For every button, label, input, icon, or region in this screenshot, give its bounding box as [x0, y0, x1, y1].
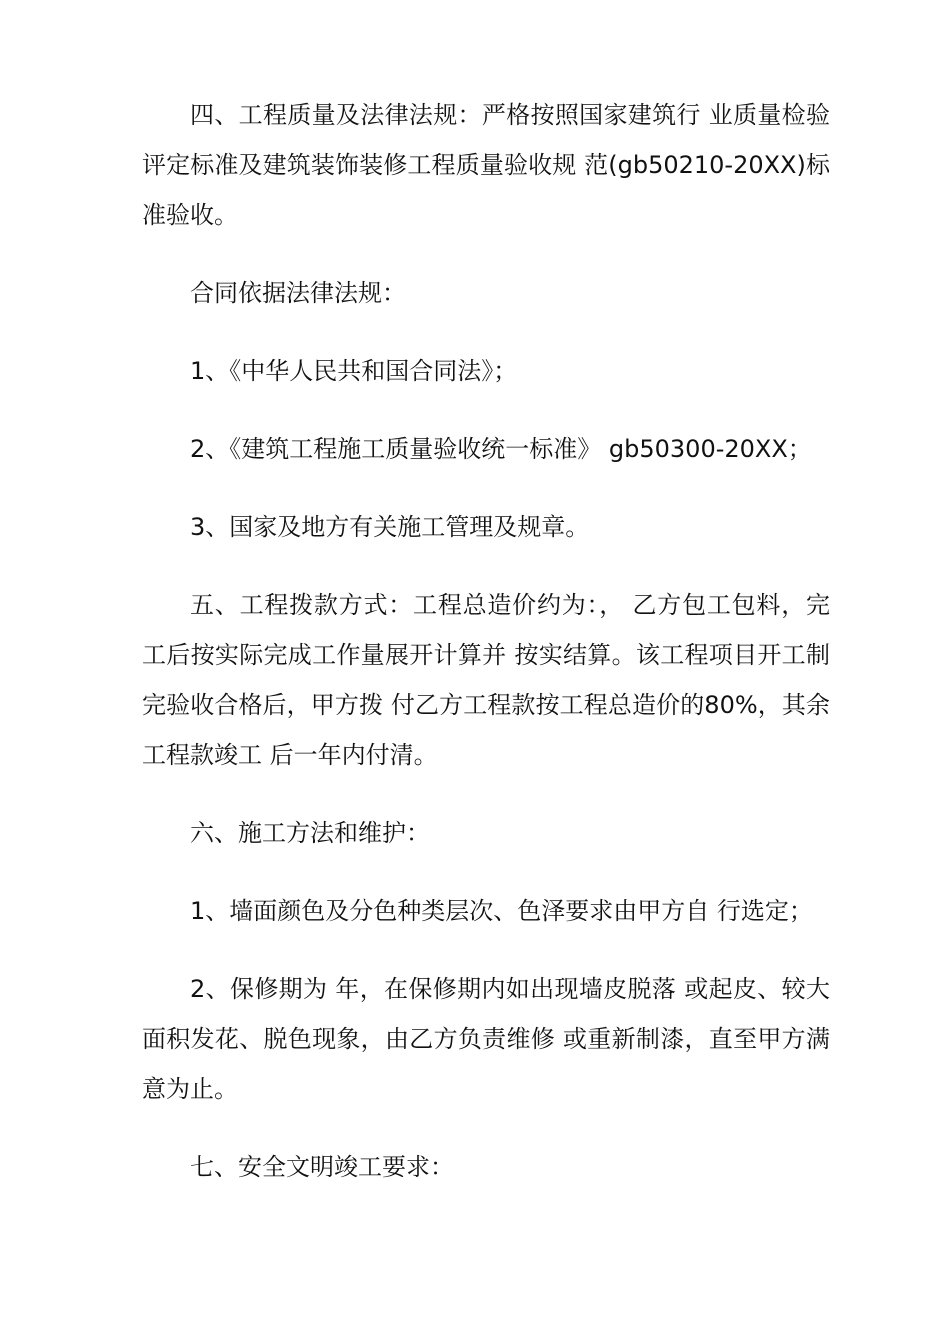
legal-basis-item-1: 1、《中华人民共和国合同法》；	[190, 357, 518, 385]
maintenance-item-1: 1、墙面颜色及分色种类层次、色泽要求由甲方自 行选定；	[190, 897, 813, 925]
section-quality-standards: 四、工程质量及法律法规：严格按照国家建筑行 业质量检验评定标准及建筑装饰装修工程质量验收规 范(gb50210-20XX)标准验收。	[142, 101, 830, 229]
maintenance-item-2: 2、保修期为 年，在保修期内如出现墙皮脱落 或起皮、较大面积发花、脱色现象，由乙方负责维修 或重新制漆，直至甲方满意为止。	[142, 975, 830, 1103]
legal-basis-heading: 合同依据法律法规：	[190, 279, 406, 307]
section-safety-heading: 七、安全文明竣工要求：	[190, 1153, 454, 1181]
legal-basis-item-2: 2、《建筑工程施工质量验收统一标准》 gb50300-20XX；	[190, 435, 812, 463]
section-payment-terms: 五、工程拨款方式：工程总造价约为：， 乙方包工包料，完工后按实际完成工作量展开计算并 按实结算。该工程项目开工制完验收合格后，甲方拨 付乙方工程款按工程总造价的80%，其余工程款竣工 后一年内付清。	[142, 591, 830, 769]
document-body	[142, 90, 830, 1220]
section-construction-maintenance-heading: 六、施工方法和维护：	[190, 819, 430, 847]
legal-basis-item-3: 3、国家及地方有关施工管理及规章。	[190, 513, 590, 541]
